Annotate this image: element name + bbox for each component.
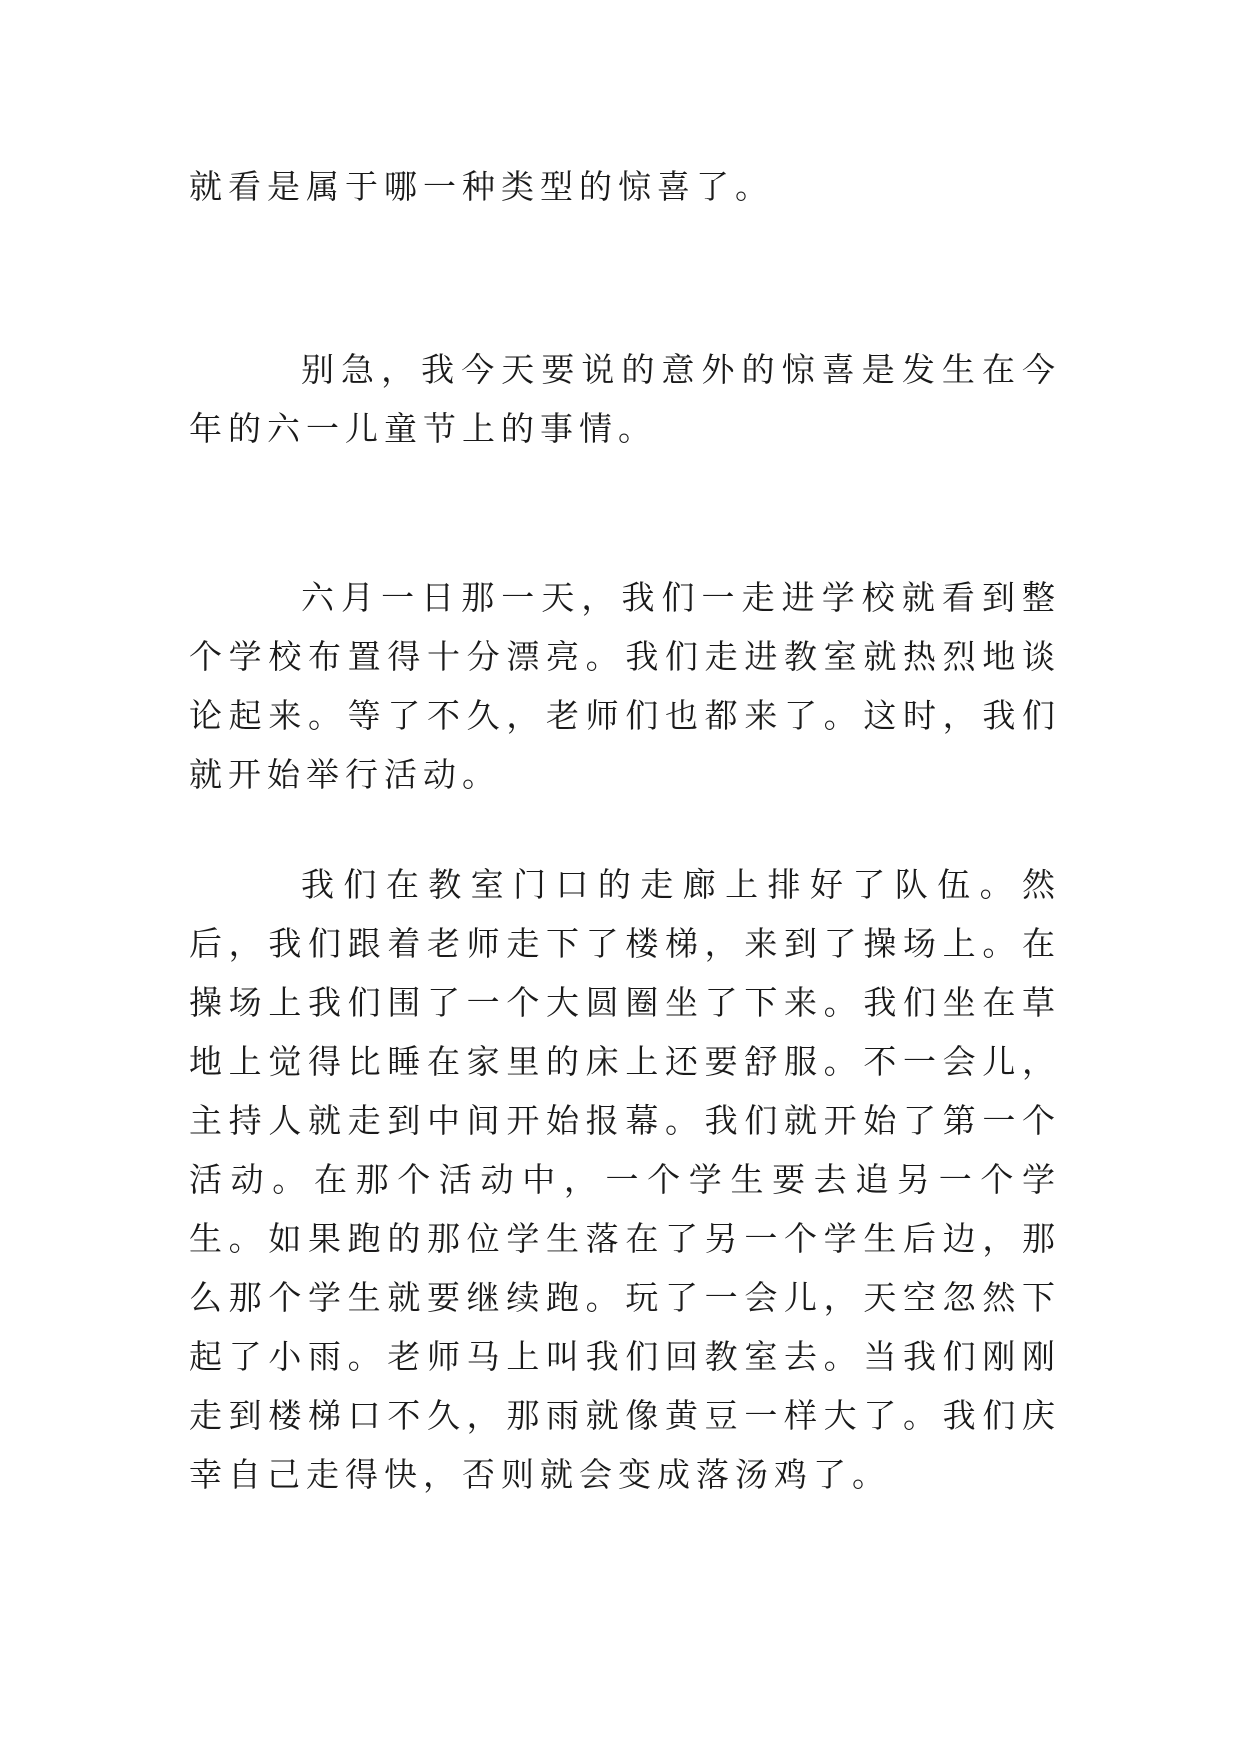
paragraph-continuation: 就看是属于哪一种类型的惊喜了。 — [189, 167, 774, 206]
paragraph-1: 别急，我今天要说的意外的惊喜是发生在今年的六一儿童节上的事情。 — [189, 350, 1061, 448]
paragraph-3: 我们在教室门口的走廊上排好了队伍。然后，我们跟着老师走下了楼梯，来到了操场上。在操场上我们围了一个大圆圈坐了下来。我们坐在草地上觉得比睡在家里的床上还要舒服。不一会儿，主持人就走到中间开始报幕。我们就开始了第一个活动。在那个活动中，一个学生要去追另一个学生。如果跑的那位学生落在了另一个学生后边，那么那个学生就要继续跑。玩了一会儿，天空忽然下起了小雨。老师马上叫我们回教室去。当我们刚刚走到楼梯口不久，那雨就像黄豆一样大了。我们庆幸自己走得快，否则就会变成落汤鸡了。 — [189, 865, 1061, 1494]
paragraph-2: 六月一日那一天，我们一走进学校就看到整个学校布置得十分漂亮。我们走进教室就热烈地谈论起来。等了不久，老师们也都来了。这时，我们就开始举行活动。 — [189, 578, 1061, 794]
